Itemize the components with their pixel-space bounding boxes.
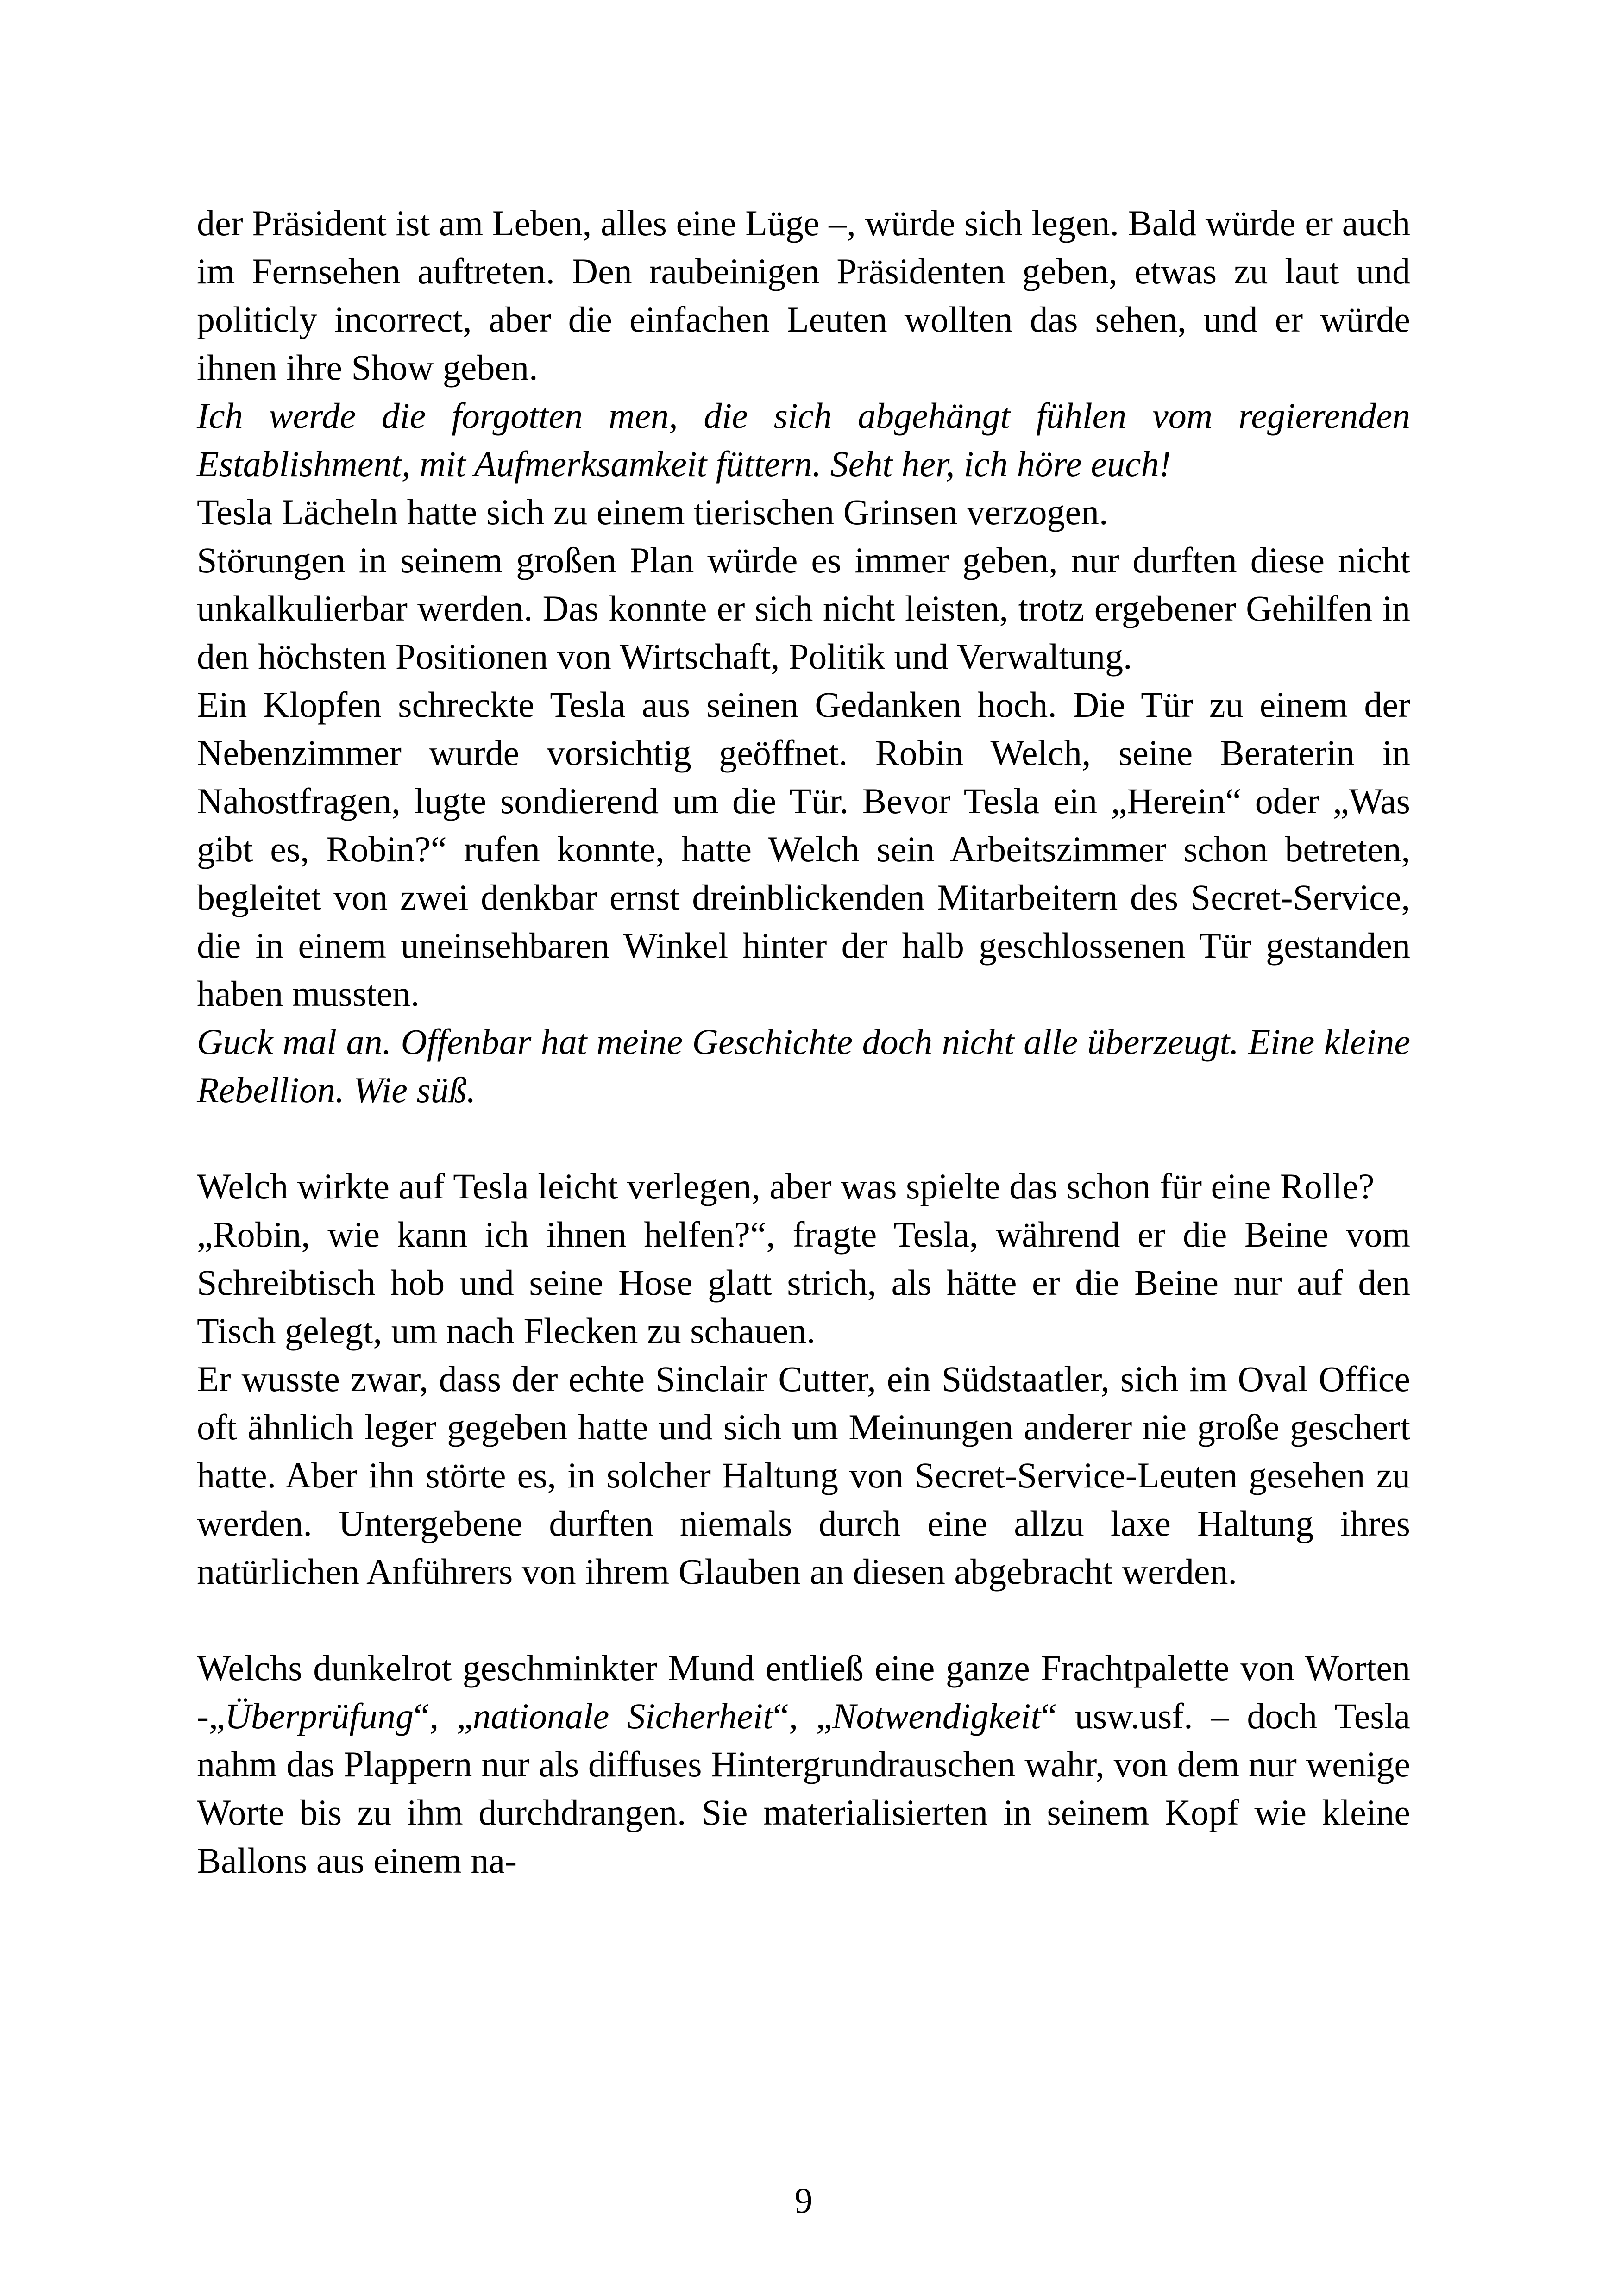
paragraph xyxy=(197,1644,1410,1885)
italic-text-run: Guck mal an. Offenbar hat meine Geschichte doch nicht alle überzeugt. Eine kleine Rebellion. Wie süß. xyxy=(197,1022,1410,1110)
italic-text-run: nationale Sicherheit xyxy=(472,1696,773,1736)
paragraph xyxy=(197,199,1410,392)
paragraph xyxy=(197,1162,1410,1211)
italic-text-run: Ich werde die forgotten men, die sich abgehängt fühlen vom regierenden Establishment, mit Aufmerksamkeit füttern. Seht her, ich höre euch! xyxy=(197,395,1410,484)
paragraph xyxy=(197,488,1410,536)
text-run: “ usw.usf. – doch Tesla nahm das Plappern nur als diffuses Hintergrundrauschen wahr, von dem nur wenige Worte bis zu ihm durchdrangen. Sie materialisierten in seinem Kopf wie kleine Ballons aus einem na- xyxy=(197,1696,1410,1881)
text-run: „Robin, wie kann ich ihnen helfen?“, fragte Tesla, während er die Beine vom Schreibtisch hob und seine Hose glatt strich, als hätte er die Beine nur auf den Tisch gelegt, um nach Flecken zu schauen. xyxy=(197,1214,1410,1351)
text-run: “, „ xyxy=(413,1696,473,1736)
paragraph xyxy=(197,536,1410,681)
page-text-block xyxy=(197,199,1410,1885)
paragraph-italic xyxy=(197,1018,1410,1114)
page-number: 9 xyxy=(794,2180,813,2221)
text-run: Er wusste zwar, dass der echte Sinclair Cutter, ein Südstaatler, sich im Oval Office oft ähnlich leger gegeben hatte und sich um Meinungen anderer nie große geschert hatte. Aber ihn störte es, in solcher Haltung von Secret-Service-Leuten gesehen zu werden. Untergebene durften niemals durch eine allzu laxe Haltung ihres natürlichen Anführers von ihrem Glauben an diesen abgebracht werden. xyxy=(197,1359,1410,1592)
text-run: der Präsident ist am Leben, alles eine Lüge –, würde sich legen. Bald würde er auch im Fernsehen auftreten. Den raubeinigen Präsidenten geben, etwas zu laut und politicly incorrect, aber die einfachen Leuten wollten das sehen, und er würde ihnen ihre Show geben. xyxy=(197,203,1410,388)
paragraph-spacer xyxy=(197,1114,1410,1162)
paragraph xyxy=(197,681,1410,1018)
paragraph xyxy=(197,1211,1410,1355)
italic-text-run: Überprüfung xyxy=(225,1696,414,1736)
text-run: Welch wirkte auf Tesla leicht verlegen, aber was spielte das schon für eine Rolle? xyxy=(197,1166,1375,1206)
paragraph-italic xyxy=(197,392,1410,488)
text-run: Ein Klopfen schreckte Tesla aus seinen Gedanken hoch. Die Tür zu einem der Nebenzimmer wurde vorsichtig geöffnet. Robin Welch, seine Beraterin in Nahostfragen, lugte sondierend um die Tür. Bevor Tesla ein „Herein“ oder „Was gibt es, Robin?“ rufen konnte, hatte Welch sein Arbeitszimmer schon betreten, begleitet von zwei denkbar ernst dreinblickenden Mitarbeitern des Secret-Service, die in einem uneinsehbaren Winkel hinter der halb geschlossenen Tür gestanden haben mussten. xyxy=(197,684,1410,1014)
italic-text-run: Notwendigkeit xyxy=(832,1696,1041,1736)
text-run: Welchs dunkelrot geschminkter Mund entließ eine ganze Frachtpalette von Worten -„ xyxy=(197,1648,1410,1736)
text-run: Störungen in seinem großen Plan würde es immer geben, nur durften diese nicht unkalkulierbar werden. Das konnte er sich nicht leisten, trotz ergebener Gehilfen in den höchsten Positionen von Wirtschaft, Politik und Verwaltung. xyxy=(197,540,1410,677)
text-run: “, „ xyxy=(773,1696,832,1736)
paragraph-spacer xyxy=(197,1596,1410,1644)
text-run: Tesla Lächeln hatte sich zu einem tierischen Grinsen verzogen. xyxy=(197,492,1108,532)
paragraph xyxy=(197,1355,1410,1596)
